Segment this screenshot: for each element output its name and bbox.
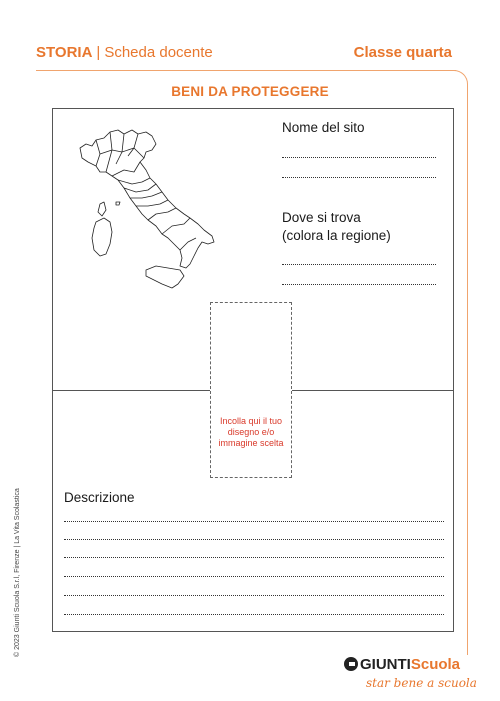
grade-label: Classe quarta: [353, 44, 452, 61]
brand-main: GIUNTI: [360, 656, 411, 673]
site-name-line-2[interactable]: [282, 177, 436, 178]
location-line-1[interactable]: [282, 264, 436, 265]
description-line-3[interactable]: [64, 557, 444, 558]
location-hint: (colora la regione): [282, 228, 391, 243]
brand-sub: Scuola: [410, 656, 461, 673]
giunti-g-icon: [344, 657, 358, 671]
location-label: Dove si trova: [282, 210, 361, 225]
description-line-1[interactable]: [64, 521, 444, 522]
description-line-6[interactable]: [64, 614, 444, 615]
location-line-2[interactable]: [282, 284, 436, 285]
paste-instruction: Incolla qui il tuo disegno e/o immagine scelta: [218, 416, 284, 448]
worksheet-type: Scheda docente: [104, 44, 213, 61]
image-paste-area[interactable]: [210, 302, 292, 478]
copyright-credit: © 2023 Giunti Scuola S.r.l, Firenze | La Vita Scolastica: [14, 488, 21, 657]
brand-tagline: star bene a scuola: [366, 676, 477, 690]
page-frame-top: [36, 70, 456, 71]
publisher-logo: [344, 656, 460, 674]
header-separator: |: [96, 44, 101, 61]
site-name-label: Nome del sito: [282, 120, 365, 135]
description-line-5[interactable]: [64, 595, 444, 596]
italy-map-icon: [76, 126, 218, 298]
description-line-2[interactable]: [64, 539, 444, 540]
description-label: Descrizione: [64, 490, 135, 505]
site-name-line-1[interactable]: [282, 157, 436, 158]
page-header-subject: [36, 44, 213, 61]
subject-label: STORIA: [36, 44, 93, 61]
description-line-4[interactable]: [64, 576, 444, 577]
sheet-title: BENI DA PROTEGGERE: [171, 84, 329, 99]
